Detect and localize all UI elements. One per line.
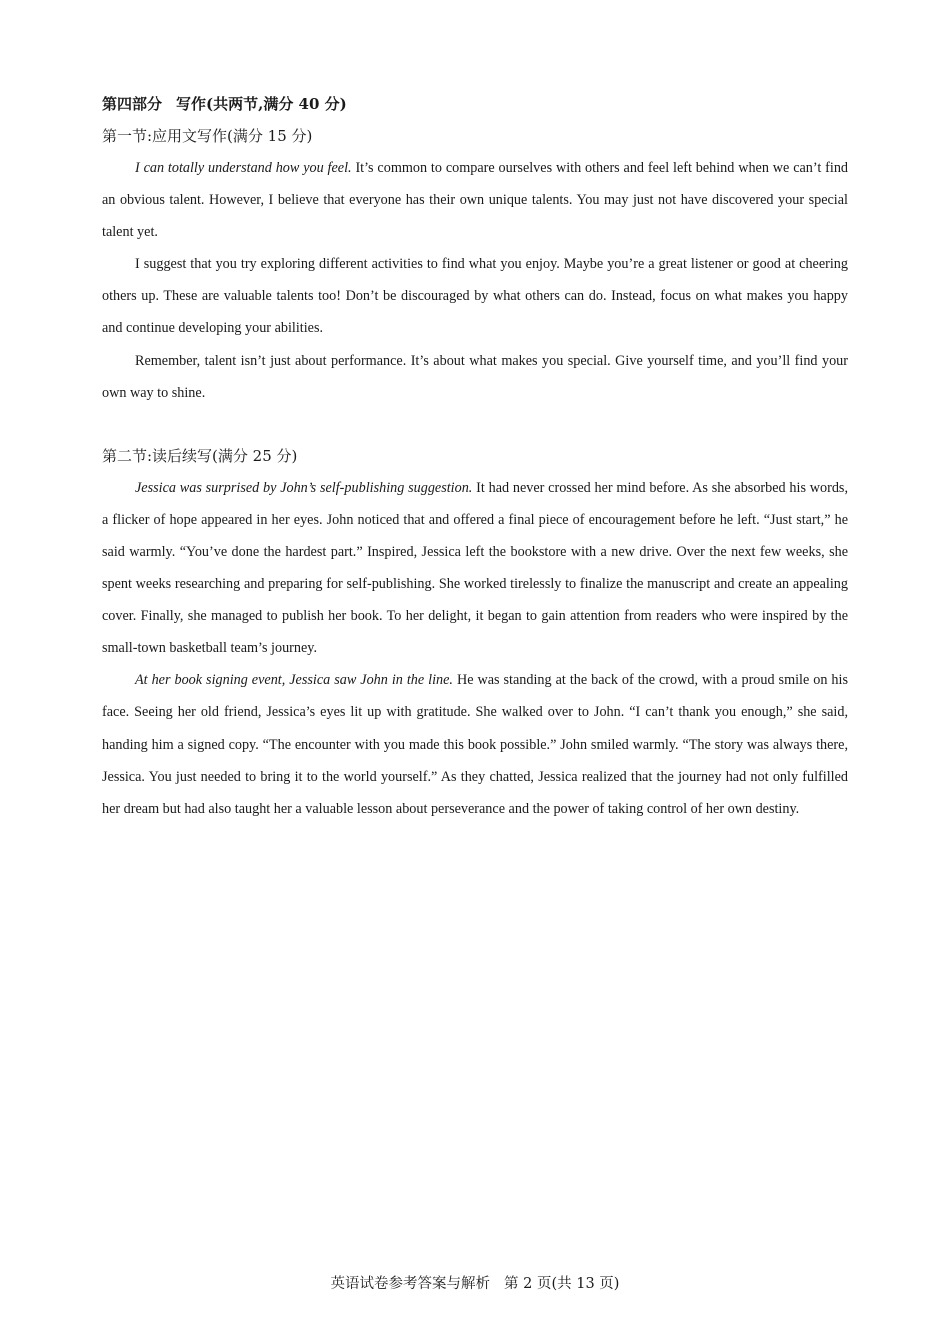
section-1-paragraph-1 bbox=[102, 152, 848, 248]
section-spacer bbox=[102, 409, 848, 440]
section-2-paragraph-2 bbox=[102, 664, 848, 824]
part-label: 第四部分 bbox=[102, 95, 163, 113]
paragraph-body: It had never crossed her mind before. As she absorbed his words, a flicker of hope appeared in her eyes. John noticed that and offered a final piece of encouragement before he left. “Just start,” he said warmly. “You’ve done the hardest part.” Inspired, Jessica left the bookstore with a new drive. Over the next few weeks, she spent weeks researching and preparing for self-publishing. She worked tirelessly to finalize the manuscript and create an appealing cover. Finally, she managed to publish her book. To her delight, it began to gain attention from readers who were inspired by the small-town basketball team’s journey. bbox=[102, 479, 848, 657]
paragraph-lead-sentence: Jessica was surprised by John’s self-publishing suggestion. bbox=[135, 479, 473, 496]
section-1-paragraph-3 bbox=[102, 345, 848, 409]
page-footer bbox=[0, 1274, 950, 1294]
footer-doc-title: 英语试卷参考答案与解析 bbox=[330, 1276, 491, 1292]
section-2-title: 第二节:读后续写(满分 25 分) bbox=[102, 446, 298, 465]
section-2-paragraph-1 bbox=[102, 472, 848, 665]
paragraph-body: I suggest that you try exploring different activities to find what you enjoy. Maybe you’re a great listener or good at cheering others up. These are valuable talents too! Don’t be discouraged by what others can do. Instead, focus on what makes you happy and continue developing your abilities. bbox=[102, 256, 848, 337]
footer-page-number: 第 2 页(共 13 页) bbox=[504, 1276, 620, 1292]
paragraph-body: He was standing at the back of the crowd, with a proud smile on his face. Seeing her old friend, Jessica’s eyes lit up with gratitude. She walked over to John. “I can’t thank you enough,” she said, handing him a signed copy. “The encounter with you made this book possible.” John smiled warmly. “The story was always there, Jessica. You just needed to bring it to the world yourself.” As they chatted, Jessica realized that the journey had not only fulfilled her dream but had also taught her a valuable lesson about perseverance and the power of taking control of her own destiny. bbox=[102, 672, 848, 817]
answer-document bbox=[102, 88, 848, 825]
paragraph-lead-sentence: At her book signing event, Jessica saw John in the line. bbox=[135, 672, 453, 689]
section-1-title: 第一节:应用文写作(满分 15 分) bbox=[102, 127, 313, 145]
section-1-paragraph-2 bbox=[102, 248, 848, 344]
part-title: 写作(共两节,满分 40 分) bbox=[176, 95, 347, 113]
paragraph-body: Remember, talent isn’t just about performance. It’s about what makes you special. Give yourself time, and you’ll find your own way to shine. bbox=[102, 352, 848, 401]
part-heading bbox=[102, 88, 848, 120]
paragraph-body: It’s common to compare ourselves with others and feel left behind when we can’t find an obvious talent. However, I believe that everyone has their own unique talents. You may just not have discovered your special talent yet. bbox=[102, 160, 849, 241]
paragraph-lead-sentence: I can totally understand how you feel. bbox=[135, 160, 352, 176]
